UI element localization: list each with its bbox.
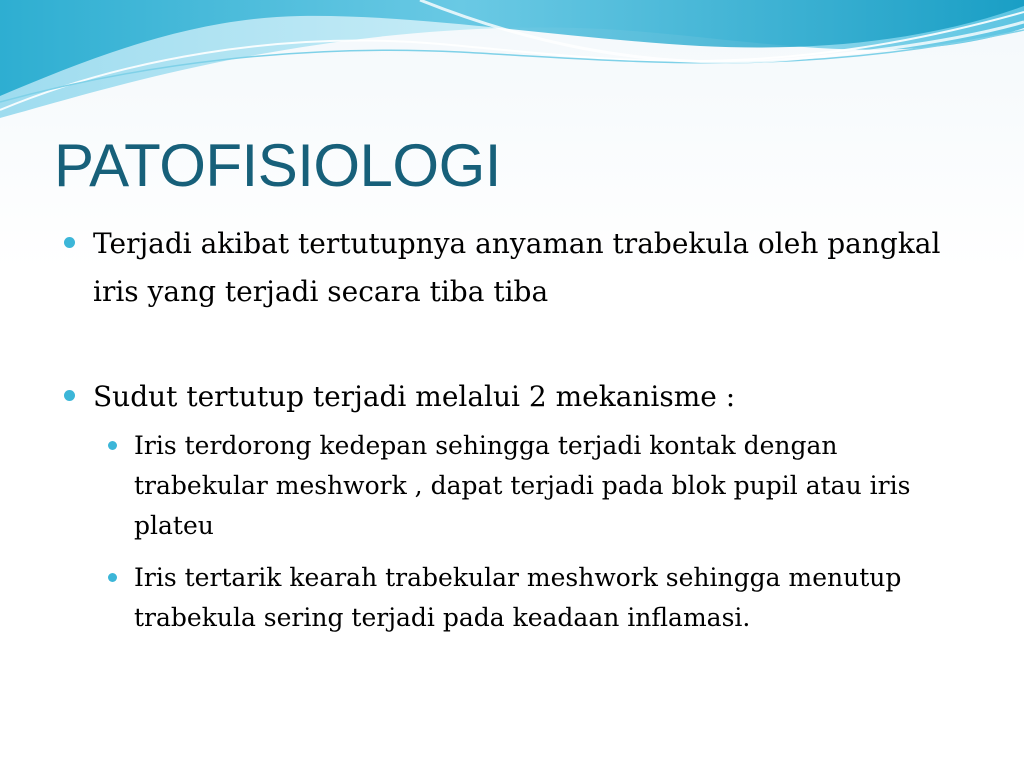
bullet-item-1: Terjadi akibat tertutupnya anyaman trabekula oleh pangkal iris yang terjadi secara tiba tiba: [93, 227, 941, 308]
slide-title: PATOFISIOLOGI: [54, 132, 501, 199]
sub-bullet-item-2: Iris tertarik kearah trabekular meshwork sehingga menutup trabekula sering terjadi pada keadaan inflamasi.: [134, 563, 902, 632]
header-wave-decoration: [0, 0, 1024, 130]
bullet-item-2: Sudut tertutup terjadi melalui 2 mekanisme :: [93, 380, 736, 413]
sub-bullet-dot-icon: [108, 441, 117, 450]
sub-bullet-dot-icon: [108, 573, 117, 582]
bullet-dot-icon: [64, 390, 75, 401]
sub-bullet-item-1: Iris terdorong kedepan sehingga terjadi kontak dengan trabekular meshwork , dapat terjadi pada blok pupil atau iris plateu: [134, 431, 911, 540]
bullet-dot-icon: [64, 237, 75, 248]
